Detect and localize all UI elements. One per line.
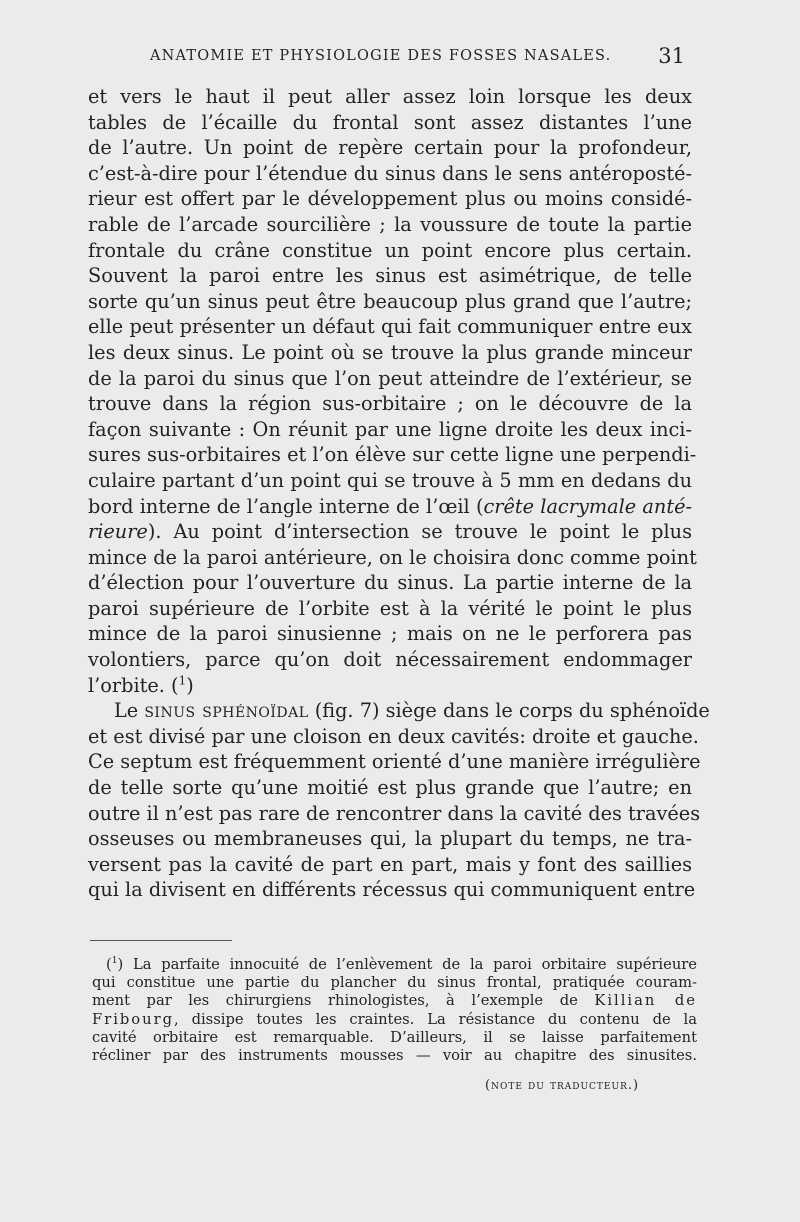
- text-line: Ce septum est fréquemment orienté d’une manière irrégulière: [88, 750, 701, 774]
- text-fragment: ). Au point d’intersection se trouve le point le plus: [147, 520, 692, 544]
- spaced-name: Killian de: [594, 992, 697, 1010]
- footnote-marker: 1: [111, 956, 118, 967]
- text-line: mince de la paroi antérieure, on le choisira donc comme point: [88, 545, 697, 569]
- text-line: [88, 673, 692, 699]
- footnote: [92, 956, 697, 1065]
- text-line: [88, 698, 710, 724]
- page-number: 31: [658, 44, 685, 68]
- text-line: sures sus-orbitaires et l’on élève sur cette ligne une perpendi-: [88, 443, 697, 467]
- text-line: c’est-à-dire pour l’étendue du sinus dans le sens antéroposté-: [88, 161, 692, 185]
- text-line: outre il n’est pas rare de rencontrer dans la cavité des travées: [88, 801, 701, 825]
- spaced-name: Fribourg: [92, 1010, 175, 1028]
- italic-term-end: rieure: [88, 520, 148, 544]
- text-line: les deux sinus. Le point où se trouve la plus grande minceur: [88, 340, 692, 364]
- text-line: elle peut présenter un défaut qui fait communiquer entre eux: [88, 315, 692, 339]
- text-line: qui la divisent en différents récessus qui communiquent entre: [88, 878, 696, 902]
- text-line: trouve dans la région sus-orbitaire ; on le découvre de la: [88, 392, 692, 416]
- text-fragment: (: [106, 956, 112, 973]
- text-line: culaire partant d’un point qui se trouve à 5 mm en dedans du: [88, 468, 692, 492]
- text-line: [88, 494, 692, 520]
- page-header: [150, 44, 685, 72]
- text-line: et vers le haut il peut aller assez loin lorsque les deux: [88, 85, 692, 108]
- text-fragment: bord interne de l’angle interne de l’œil (: [88, 494, 484, 518]
- text-line: sorte qu’un sinus peut être beaucoup plus grand que l’autre;: [88, 289, 692, 313]
- text-fragment: Le: [114, 699, 145, 723]
- text-line: de la paroi du sinus que l’on peut atteindre de l’extérieur, se: [88, 366, 692, 390]
- text-line: rable de l’arcade sourcilière ; la voussure de toute la partie: [88, 212, 692, 236]
- text-line: Souvent la paroi entre les sinus est asimétrique, de telle: [88, 264, 692, 288]
- text-line: d’élection pour l’ouverture du sinus. La partie interne de la: [88, 571, 692, 595]
- footnote-line: [92, 992, 697, 1010]
- text-line: frontale du crâne constitue un point encore plus certain.: [88, 238, 692, 262]
- text-line: osseuses ou membraneuses qui, la plupart du temps, ne tra-: [88, 827, 692, 851]
- text-line: et est divisé par une cloison en deux cavités: droite et gauche.: [88, 724, 699, 748]
- footnote-line: [92, 956, 697, 974]
- text-line: versent pas la cavité de part en part, mais y font des saillies: [88, 852, 692, 876]
- footnote-line: [92, 1011, 697, 1029]
- text-line: tables de l’écaille du frontal sont assez distantes l’une: [88, 110, 692, 134]
- text-line: mince de la paroi sinusienne ; mais on ne le perforera pas: [88, 622, 692, 646]
- text-line: façon suivante : On réunit par une ligne droite les deux inci-: [88, 417, 692, 441]
- footnote-line: cavité orbitaire est remarquable. D’ailleurs, il se laisse parfaitement: [92, 1028, 697, 1046]
- text-line: de telle sorte qu’une moitié est plus grande que l’autre; en: [88, 776, 692, 800]
- text-fragment: , dissipe toutes les craintes. La résistance du contenu de la: [174, 1010, 697, 1028]
- text-line: volontiers, parce qu’on doit nécessairement endommager: [88, 648, 692, 672]
- text-fragment: ) La parfaite innocuité de l’enlèvement de la paroi orbitaire supérieure: [117, 956, 697, 973]
- text-fragment: ): [186, 673, 194, 697]
- footnote-divider: [90, 940, 232, 941]
- footnote-ref: 1: [178, 673, 187, 688]
- text-line: de l’autre. Un point de repère certain pour la profondeur,: [88, 136, 692, 160]
- running-title: ANATOMIE ET PHYSIOLOGIE DES FOSSES NASALES.: [150, 48, 612, 64]
- main-text: [88, 84, 710, 903]
- text-line: rieur est offert par le développement plus ou moins considé-: [88, 187, 692, 211]
- footnote-line: qui constitue une partie du plancher du sinus frontal, pratiquée couram-: [92, 974, 697, 992]
- text-fragment: (fig. 7) siège dans le corps du sphénoïde: [308, 699, 710, 723]
- text-line: paroi supérieure de l’orbite est à la vérité le point le plus: [88, 596, 692, 620]
- italic-term: crête lacrymale anté-: [483, 494, 693, 518]
- small-caps-term: sinus sphénoïdal: [144, 699, 309, 723]
- text-fragment: ment par les chirurgiens rhinologistes, à l’exemple de: [92, 992, 595, 1010]
- text-fragment: l’orbite. (: [88, 673, 179, 697]
- text-line: [88, 519, 692, 545]
- footnote-signature: (note du traducteur.): [485, 1078, 640, 1093]
- footnote-line: récliner par des instruments mousses — voir au chapitre des sinusites.: [92, 1046, 697, 1064]
